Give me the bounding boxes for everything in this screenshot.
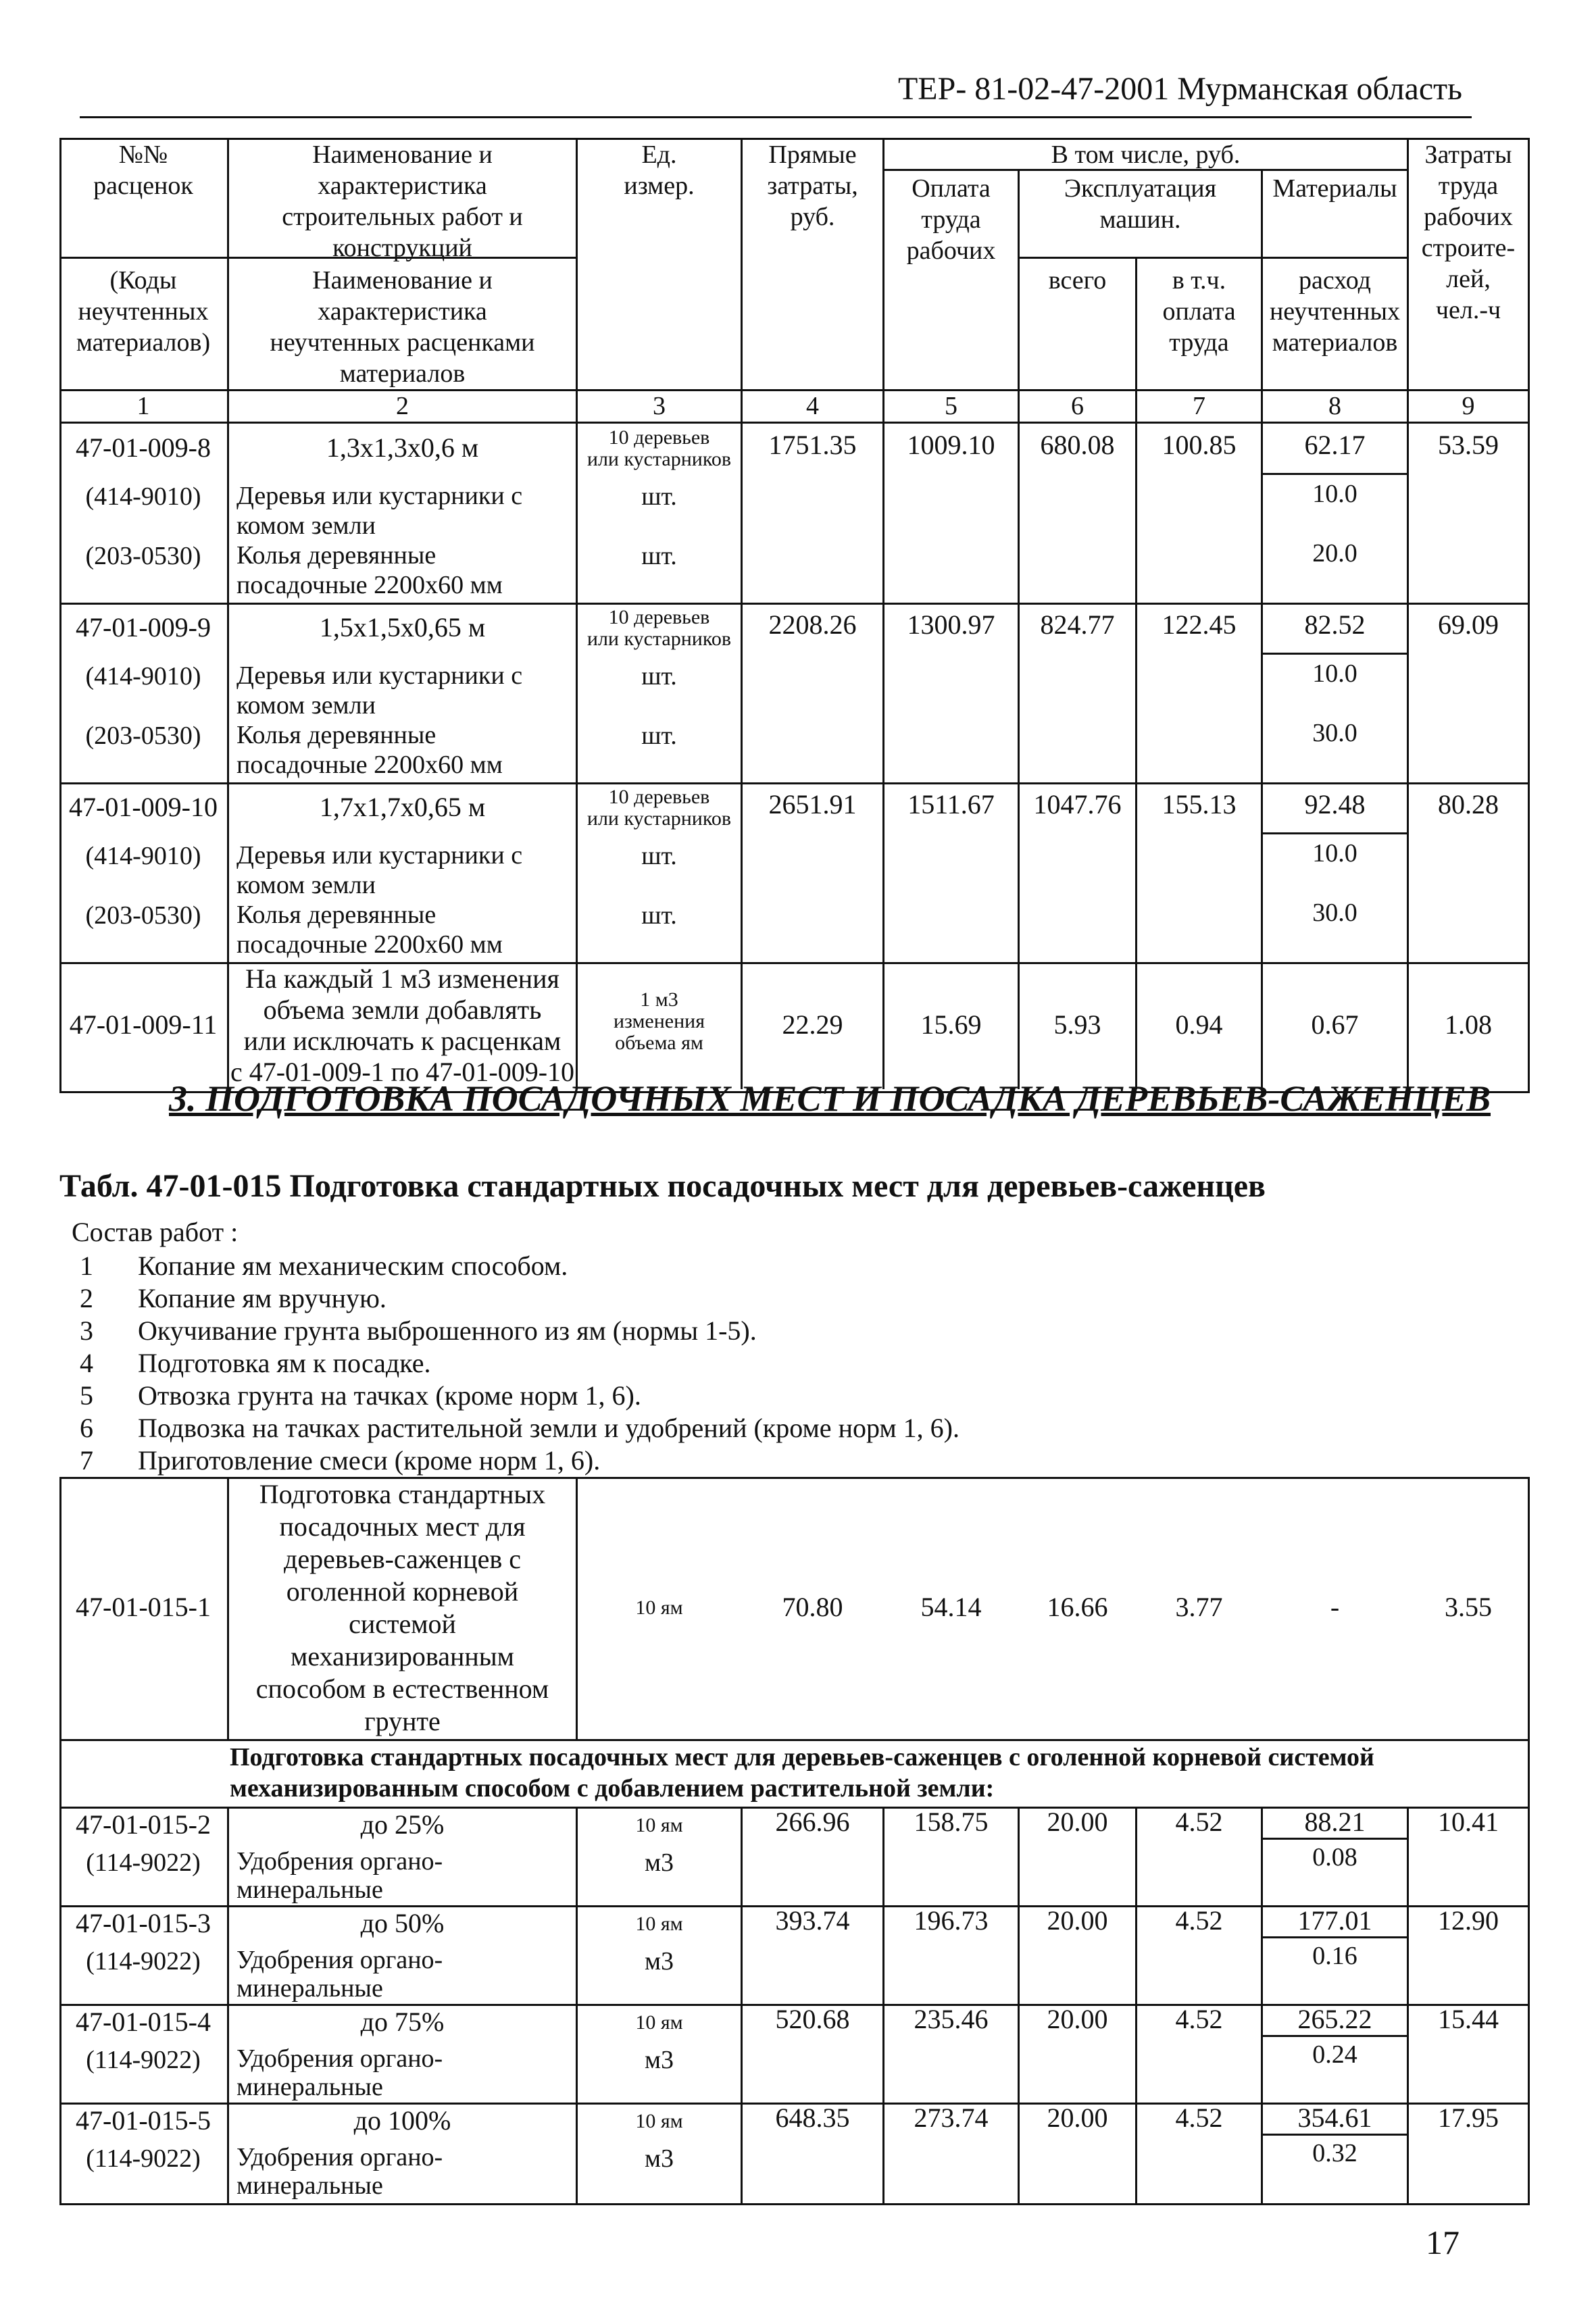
col9-header: Затраты труда рабочих строите- лей, чел.-ч [1421, 141, 1516, 324]
col-number: 3 [653, 392, 666, 420]
rate-code: 47-01-009-11 [69, 1009, 218, 1040]
material-qty: 30.0 [1312, 719, 1357, 747]
material-unit: м3 [644, 1947, 674, 1976]
wages: 158.75 [914, 1807, 989, 1837]
col8-header: Материалы [1272, 174, 1397, 203]
col6-header: всего [1048, 266, 1107, 295]
materials: 92.48 [1304, 789, 1366, 820]
rate-name: до 75% [360, 2007, 445, 2037]
rate-code: 47-01-015-2 [76, 1809, 211, 1840]
machine-wages: 100.85 [1162, 430, 1237, 460]
col-number: 8 [1328, 392, 1341, 420]
col-number: 4 [806, 392, 819, 420]
materials: - [1330, 1592, 1340, 1622]
material-name: Удобрения органо- минеральные [236, 2143, 443, 2200]
work-number: 4 [80, 1348, 93, 1378]
machine-wages: 122.45 [1162, 609, 1237, 640]
material-code: (203-0530) [85, 901, 201, 930]
rate-code: 47-01-015-5 [76, 2105, 211, 2136]
rate-name: 1,7х1,7х0,65 м [319, 792, 486, 822]
machines: 20.00 [1047, 2004, 1108, 2034]
composition-label: Состав работ : [72, 1217, 239, 1247]
wages: 15.69 [920, 1009, 982, 1040]
rate-name: На каждый 1 м3 изменения объема земли добавлять или исключать к расценкам с 47-01-009-1 по 47-01-009-10 [230, 963, 575, 1087]
material-unit: шт. [641, 722, 677, 750]
machine-wages: 4.52 [1175, 2103, 1223, 2133]
col5-header: Оплата труда рабочих [906, 174, 996, 265]
material-name: Колья деревянные посадочные 2200х60 мм [236, 721, 503, 779]
material-unit: шт. [641, 901, 677, 930]
rate-name: до 25% [360, 1809, 445, 1840]
direct-cost: 22.29 [782, 1009, 843, 1040]
machines: 5.93 [1053, 1009, 1101, 1040]
header-rule [80, 116, 1472, 118]
labor: 69.09 [1438, 609, 1499, 640]
wages: 1009.10 [907, 430, 995, 460]
material-unit: м3 [644, 2144, 674, 2173]
material-name: Колья деревянные посадочные 2200х60 мм [236, 901, 503, 959]
material-code: (414-9010) [85, 482, 201, 511]
work-item: Подготовка ям к посадке. [138, 1348, 431, 1378]
col1-header: №№ расценок [93, 141, 193, 200]
work-item: Копание ям механическим способом. [138, 1251, 568, 1281]
rate-unit: 10 деревьев или кустарников [587, 606, 732, 650]
material-qty: 10.0 [1312, 839, 1357, 867]
materials: 0.67 [1311, 1009, 1359, 1040]
work-item: Копание ям вручную. [138, 1283, 386, 1313]
material-qty: 0.08 [1312, 1843, 1357, 1871]
materials: 62.17 [1304, 430, 1366, 460]
col-number: 1 [136, 392, 150, 420]
materials: 265.22 [1297, 2004, 1372, 2034]
material-unit: шт. [641, 842, 677, 870]
col-number: 5 [945, 392, 957, 420]
rate-code: 47-01-015-1 [76, 1592, 211, 1622]
direct-cost: 1751.35 [768, 430, 857, 460]
materials: 82.52 [1304, 609, 1366, 640]
material-qty: 20.0 [1312, 539, 1357, 568]
machine-wages: 3.77 [1175, 1592, 1223, 1622]
material-name: Деревья или кустарники с комом земли [236, 482, 523, 540]
materials: 177.01 [1297, 1905, 1372, 1936]
machine-wages: 0.94 [1175, 1009, 1223, 1040]
direct-cost: 70.80 [782, 1592, 843, 1622]
material-code: (114-9022) [86, 2144, 201, 2173]
material-unit: шт. [641, 662, 677, 690]
col4-header: Прямые затраты, руб. [767, 141, 858, 231]
material-qty: 30.0 [1312, 899, 1357, 927]
materials: 354.61 [1297, 2103, 1372, 2133]
material-unit: шт. [641, 542, 677, 570]
col-number: 2 [396, 392, 409, 420]
wages: 273.74 [914, 2103, 989, 2133]
machine-wages: 4.52 [1175, 2004, 1223, 2034]
col3-header: Ед. измер. [624, 141, 695, 200]
work-number: 5 [80, 1380, 93, 1411]
wages: 54.14 [920, 1592, 982, 1622]
material-qty: 10.0 [1312, 480, 1357, 508]
labor: 3.55 [1445, 1592, 1492, 1622]
col2-header: Наименование и характеристика строительных работ и конструкций [282, 141, 523, 262]
material-code: (203-0530) [85, 542, 201, 570]
table-title: Табл. 47-01-015 Подготовка стандартных посадочных мест для деревьев-саженцев [59, 1168, 1266, 1204]
wages: 196.73 [914, 1905, 989, 1936]
material-code: (114-9022) [86, 1848, 201, 1877]
material-qty: 0.32 [1312, 2139, 1357, 2167]
document-header: ТЕР- 81-02-47-2001 Мурманская область [897, 71, 1462, 107]
machine-wages: 4.52 [1175, 1807, 1223, 1837]
rate-name: до 50% [360, 1908, 445, 1938]
rate-unit: 10 деревьев или кустарников [587, 426, 732, 470]
page-number: 17 [1426, 2223, 1460, 2261]
material-code: (414-9010) [85, 842, 201, 870]
section-title: 3. ПОДГОТОВКА ПОСАДОЧНЫХ МЕСТ И ПОСАДКА ДЕРЕВЬЕВ-САЖЕНЦЕВ [169, 1078, 1491, 1119]
material-name: Удобрения органо- минеральные [236, 2044, 443, 2101]
rate-unit: 10 ям [635, 1913, 683, 1935]
work-number: 3 [80, 1315, 93, 1346]
machines: 20.00 [1047, 1905, 1108, 1936]
col8-subheader: расход неучтенных материалов [1269, 266, 1401, 357]
wages: 1511.67 [907, 789, 995, 820]
direct-cost: 2651.91 [768, 789, 857, 820]
col7-header: в т.ч. оплата труда [1162, 266, 1236, 357]
machines: 680.08 [1040, 430, 1115, 460]
rate-name: до 100% [353, 2105, 451, 2136]
group-heading: Подготовка стандартных посадочных мест для деревьев-саженцев с оголенной корневой системой механизированным способом с добавлением растительной земли: [230, 1743, 1374, 1803]
col-number: 9 [1462, 392, 1475, 420]
material-qty: 0.24 [1312, 2040, 1357, 2069]
rate-code: 47-01-009-10 [69, 792, 218, 822]
machine-wages: 155.13 [1162, 789, 1237, 820]
labor: 80.28 [1438, 789, 1499, 820]
material-name: Колья деревянные посадочные 2200х60 мм [236, 541, 503, 599]
machine-wages: 4.52 [1175, 1905, 1223, 1936]
material-unit: м3 [644, 1848, 674, 1877]
rate-unit: 10 ям [635, 1814, 683, 1836]
direct-cost: 393.74 [775, 1905, 850, 1936]
col1-subheader: (Коды неучтенных материалов) [76, 266, 211, 357]
rate-code: 47-01-009-8 [76, 432, 211, 463]
material-qty: 10.0 [1312, 659, 1357, 688]
material-unit: м3 [644, 2046, 674, 2074]
col67-header: Эксплуатация машин. [1064, 174, 1217, 234]
material-code: (414-9010) [85, 662, 201, 690]
material-code: (114-9022) [86, 2046, 201, 2074]
machines: 16.66 [1047, 1592, 1108, 1622]
machines: 20.00 [1047, 2103, 1108, 2133]
rate-code: 47-01-009-9 [76, 612, 211, 643]
direct-cost: 2208.26 [768, 609, 857, 640]
work-number: 1 [80, 1251, 93, 1281]
material-name: Удобрения органо- минеральные [236, 1946, 443, 2003]
labor: 1.08 [1445, 1009, 1492, 1040]
col-number: 6 [1071, 392, 1084, 420]
material-name: Удобрения органо- минеральные [236, 1847, 443, 1904]
material-code: (203-0530) [85, 722, 201, 750]
col-number: 7 [1193, 392, 1205, 420]
work-item: Отвозка грунта на тачках (кроме норм 1, 6). [138, 1380, 641, 1411]
col2-subheader: Наименование и характеристика неучтенных расценками материалов [270, 266, 535, 388]
labor: 17.95 [1438, 2103, 1499, 2133]
labor: 10.41 [1438, 1807, 1499, 1837]
work-item: Окучивание грунта выброшенного из ям (нормы 1-5). [138, 1315, 757, 1346]
rate-code: 47-01-015-4 [76, 2007, 211, 2037]
wages: 235.46 [914, 2004, 989, 2034]
material-name: Деревья или кустарники с комом земли [236, 661, 523, 720]
rate-name: Подготовка стандартных посадочных мест для деревьев-саженцев с оголенной корневой системой механизированным способом в естественном грунте [255, 1479, 549, 1736]
labor: 53.59 [1438, 430, 1499, 460]
labor: 15.44 [1438, 2004, 1499, 2034]
wages: 1300.97 [907, 609, 995, 640]
direct-cost: 266.96 [775, 1807, 850, 1837]
work-number: 2 [80, 1283, 93, 1313]
machines: 1047.76 [1033, 789, 1122, 820]
rate-unit: 10 ям [635, 2011, 683, 2034]
machines: 824.77 [1040, 609, 1115, 640]
rate-name: 1,3х1,3х0,6 м [326, 432, 479, 463]
material-qty: 0.16 [1312, 1942, 1357, 1970]
machines: 20.00 [1047, 1807, 1108, 1837]
group-header: В том числе, руб. [1051, 141, 1241, 169]
materials: 88.21 [1304, 1807, 1366, 1837]
material-code: (114-9022) [86, 1947, 201, 1976]
work-item: Подвозка на тачках растительной земли и удобрений (кроме норм 1, 6). [138, 1413, 959, 1443]
work-number: 6 [80, 1413, 93, 1443]
material-name: Деревья или кустарники с комом земли [236, 841, 523, 899]
rate-unit: 1 м3 изменения объема ям [613, 988, 705, 1054]
work-number: 7 [80, 1445, 93, 1476]
rate-code: 47-01-015-3 [76, 1908, 211, 1938]
work-item: Приготовление смеси (кроме норм 1, 6). [138, 1445, 601, 1476]
direct-cost: 520.68 [775, 2004, 850, 2034]
material-unit: шт. [641, 482, 677, 511]
direct-cost: 648.35 [775, 2103, 850, 2133]
labor: 12.90 [1438, 1905, 1499, 1936]
rate-name: 1,5х1,5х0,65 м [319, 612, 486, 643]
rate-unit: 10 деревьев или кустарников [587, 786, 732, 830]
rate-unit: 10 ям [635, 2110, 683, 2132]
rate-unit: 10 ям [635, 1596, 683, 1619]
